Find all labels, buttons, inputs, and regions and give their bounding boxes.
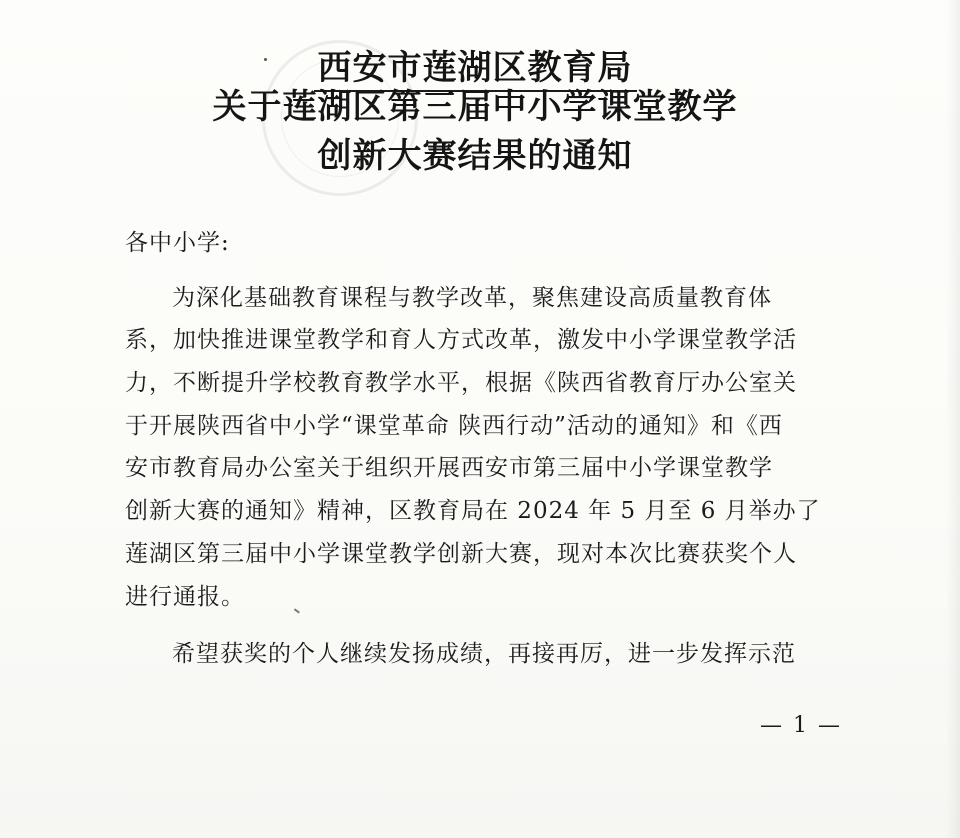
body-line-4: 于开展陕西省中小学“课堂革命 陕西行动”活动的通知》和《西 [125, 413, 783, 439]
document-title-line-3: 创新大赛结果的通知 [317, 136, 633, 176]
body-line-7: 莲湖区第三届中小学课堂教学创新大赛，现对本次比赛获奖个人 [125, 541, 797, 567]
body-paragraph-2: 希望获奖的个人继续发扬成绩，再接再厉，进一步发挥示范 [172, 641, 796, 667]
issuer-name: 西安市莲湖区教育局 [314, 48, 637, 92]
body-line-2: 系，加快推进课堂教学和育人方式改革，激发中小学课堂教学活 [125, 327, 797, 353]
body-line-5: 安市教育局办公室关于组织开展西安市第三届中小学课堂教学 [125, 455, 773, 481]
body-line-6: 创新大赛的通知》精神，区教育局在 2024 年 5 月至 6 月举办了 [125, 498, 821, 524]
page-number: — 1 — [760, 713, 842, 738]
salutation: 各中小学: [125, 230, 230, 256]
body-line-8: 进行通报。 [125, 584, 245, 610]
body-line-3: 力，不断提升学校教育教学水平，根据《陕西省教育厅办公室关 [125, 370, 797, 396]
pen-mark [294, 608, 300, 613]
document-title-line-1 [0, 48, 955, 88]
body-line-1: 为深化基础教育课程与教学改革，聚焦建设高质量教育体 [172, 285, 772, 311]
document-title-line-2: 关于莲湖区第三届中小学课堂教学 [212, 87, 738, 127]
